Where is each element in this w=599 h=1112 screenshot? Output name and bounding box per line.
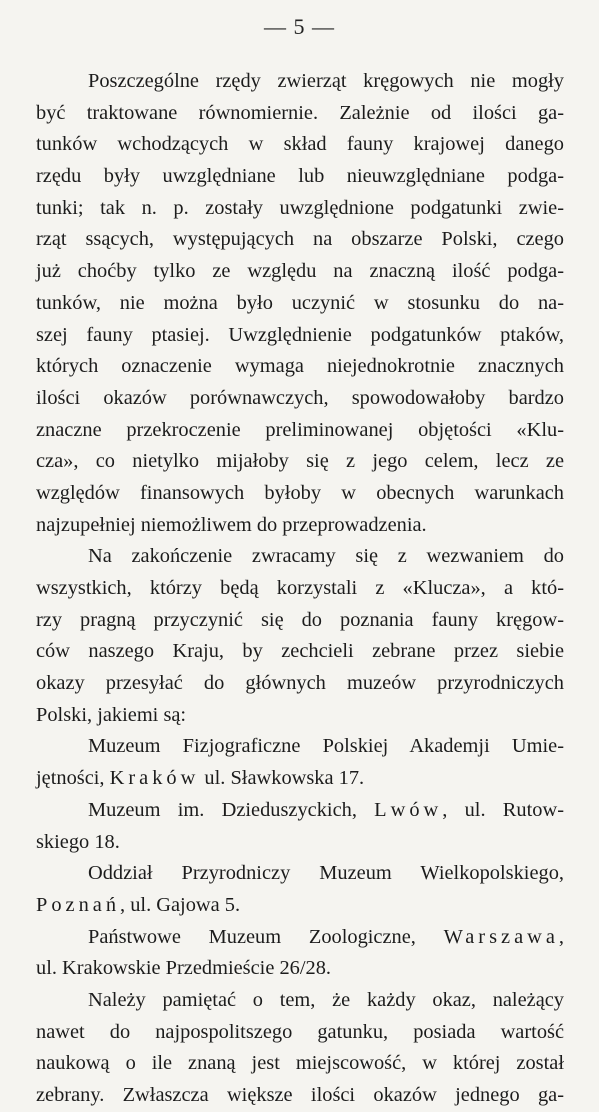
text-line: naukową o ile znaną jest miejscowość, w której został <box>36 1052 564 1075</box>
line-text-tail: , ul. Gajowa 5. <box>120 893 241 916</box>
text-line: Polski, jakiemi są: <box>36 703 187 726</box>
text-line: Poszczególne rzędy zwierząt kręgowych nie mogły <box>88 70 564 92</box>
text-line: rząt ssących, występujących na obszarze Polski, czego <box>36 228 564 251</box>
text-line <box>36 795 564 827</box>
text-line: rzędu były uwzględniane lub nieuwzględniane podga- <box>36 165 564 188</box>
line-text: jętności, <box>36 767 110 790</box>
text-line: tunków, nie można było uczynić w stosunku do na- <box>36 291 564 314</box>
paragraph-p7 <box>36 985 564 1112</box>
text-line: Należy pamiętać o tem, że każdy okaz, należący <box>88 988 564 1011</box>
text-line: skiego 18. <box>36 830 120 853</box>
line-text-tail: , <box>558 925 564 948</box>
text-line <box>36 890 564 922</box>
text-line: szej fauny ptasiej. Uwzględnienie podgatunków ptaków, <box>36 323 564 346</box>
city-name: Lwów <box>374 798 443 821</box>
line-text-tail: , ul. Rutow- <box>442 798 564 821</box>
text-line: być traktowane równomiernie. Zależnie od ilości ga- <box>36 101 564 124</box>
text-line: cza», co nietylko mijałoby się z jego celem, lecz ze <box>36 450 564 473</box>
city-name: Kraków <box>109 767 200 790</box>
line-text-tail: ul. Sławkowska 17. <box>199 767 365 790</box>
text-line <box>36 763 564 795</box>
text-line: najzupełniej niemożliwem do przeprowadzenia. <box>36 513 427 536</box>
text-line: rzy pragną przyczynić się do poznania fauny kręgow- <box>36 608 564 631</box>
text-line: już choćby tylko ze względu na znaczną ilość podga- <box>36 260 564 283</box>
text-line: tunki; tak n. p. zostały uwzględnione podgatunki zwie- <box>36 196 564 219</box>
text-line: Na zakończenie zwracamy się z wezwaniem do <box>88 545 564 568</box>
paragraph-p5 <box>36 858 564 921</box>
line-text: Państwowe Muzeum Zoologiczne, <box>88 925 444 948</box>
body-text <box>36 66 564 1112</box>
text-line <box>36 922 564 954</box>
city-name: Warszawa <box>443 925 559 948</box>
paragraph-p3 <box>36 731 564 794</box>
paragraph-p2 <box>36 541 564 731</box>
page-number: — 5 — <box>264 14 335 39</box>
text-line: ilości okazów porównawczych, spowodowałoby bardzo <box>36 386 564 409</box>
text-line: wszystkich, którzy będą korzystali z «Klucza», a któ- <box>36 577 564 599</box>
text-line: względów finansowych byłoby w obecnych warunkach <box>36 481 564 504</box>
text-line: tunków wchodzących w skład fauny krajowej danego <box>36 133 564 156</box>
text-line: nawet do najpospolitszego gatunku, posiada wartość <box>36 1020 564 1043</box>
text-line: Muzeum Fizjograficzne Polskiej Akademji Umie- <box>88 735 564 758</box>
text-line: znaczne przekroczenie preliminowanej objętości «Klu- <box>36 418 564 441</box>
text-line: okazy przesyłać do głównych muzeów przyrodniczych <box>36 672 564 695</box>
paragraph-p6 <box>36 922 564 985</box>
paragraph-p1 <box>36 66 564 541</box>
city-name: Poznań <box>36 893 121 916</box>
text-line: ul. Krakowskie Przedmieście 26/28. <box>36 957 332 980</box>
text-line: zebrany. Zwłaszcza większe ilości okazów jednego ga- <box>36 1084 564 1106</box>
text-line: Oddział Przyrodniczy Muzeum Wielkopolskiego, <box>88 862 564 885</box>
text-line: których oznaczenie wymaga niejednokrotnie znacznych <box>36 355 564 378</box>
text-line: ców naszego Kraju, by zechcieli zebrane przez siebie <box>36 640 564 663</box>
line-text: Muzeum im. Dzieduszyckich, <box>88 798 375 821</box>
paragraph-p4 <box>36 795 564 858</box>
